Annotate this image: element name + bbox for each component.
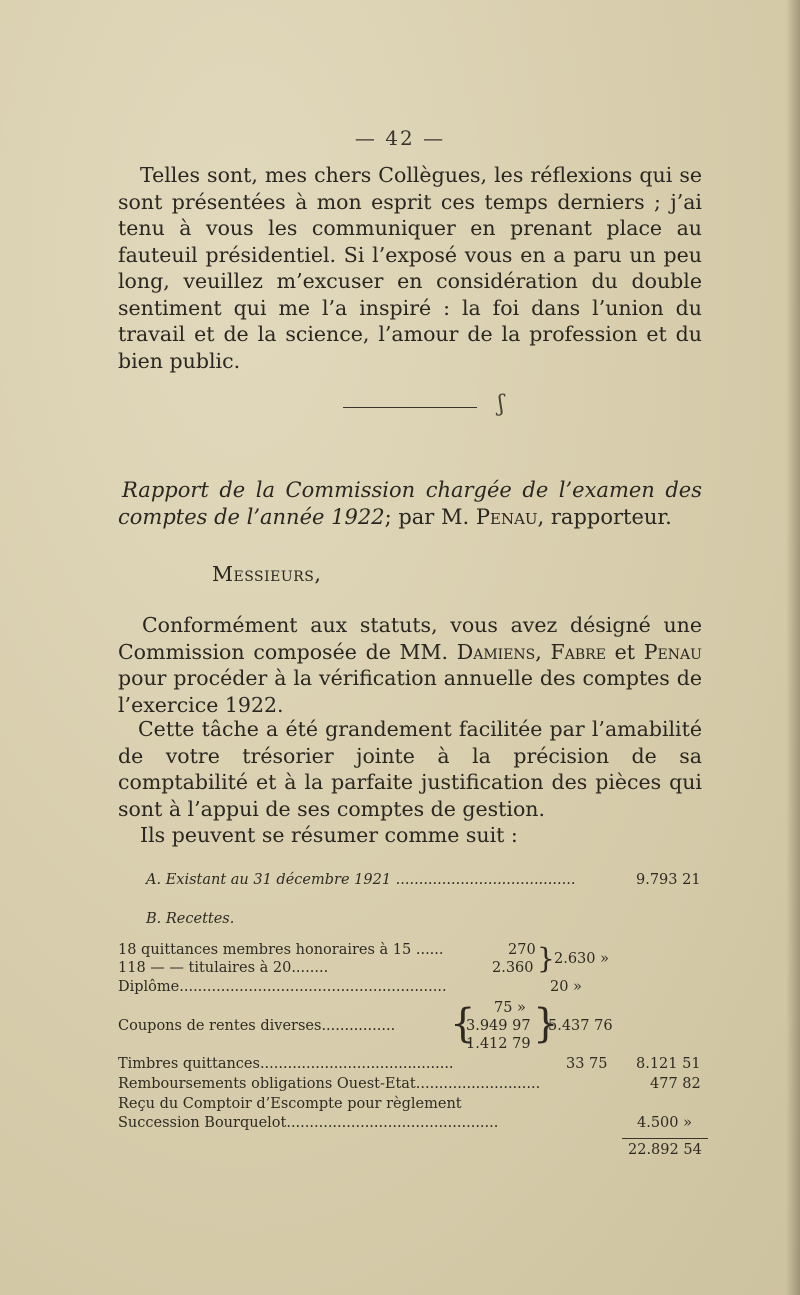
- row-diplome-label: Diplôme..........................................................: [118, 979, 447, 995]
- member-name-fabre: Fabre: [550, 639, 606, 664]
- grand-total: 22.892 54: [628, 1142, 702, 1158]
- row-honoraires-label: 18 quittances membres honoraires à 15 ......: [118, 942, 444, 958]
- commission-joiner: et: [614, 639, 636, 664]
- recettes-total: 8.121 51: [636, 1056, 701, 1072]
- paragraph-closing-speech: Telles sont, mes chers Collègues, les réflexions qui se sont présentées à mon esprit ces temps derniers ; j’ai tenu à vous les communiquer en prenant place au fauteuil présidentiel. Si l’exposé vous en a paru un peu long, veuillez m’excuser en considération du double sentiment qui me l’a inspiré : la foi dans l’union du travail et de la science, l’amour de la profession et du bien public.: [118, 163, 702, 373]
- row-titulaires-amount: 2.360: [492, 960, 534, 976]
- section-divider: [343, 407, 477, 408]
- report-title-by: ; par M.: [384, 505, 470, 529]
- remboursements-label: Remboursements obligations Ouest-Etat...........................: [118, 1076, 541, 1092]
- coupons-line-1: 75 »: [494, 1000, 526, 1016]
- brace-quittances: }: [537, 942, 555, 975]
- total-rule: [622, 1138, 708, 1139]
- rapporteur-name: Penau: [475, 505, 538, 529]
- coupons-subtotal: 5.437 76: [548, 1018, 613, 1034]
- member-name-penau: Penau: [643, 639, 702, 664]
- row-honoraires-amount: 270: [508, 942, 536, 958]
- commission-text-after: pour procéder à la vérification annuelle des comptes de l’exercice 1922.: [118, 666, 702, 717]
- timbres-amount: 33 75: [566, 1056, 608, 1072]
- paragraph-commission: Conformément aux statuts, vous avez désigné une Commission composée de MM. Damiens, Fabre et Penau pour procéder à la vérification annuelle des comptes de l’exercice 1922.: [118, 613, 702, 717]
- brace-coupons-left: {: [450, 1001, 476, 1047]
- quittances-subtotal: 2.630 »: [554, 951, 609, 967]
- commission-text-before: Conformément aux statuts, vous avez désigné une Commission composée de MM.: [118, 613, 702, 664]
- salutation: Messieurs,: [212, 562, 322, 586]
- recu-amount: 4.500 »: [637, 1115, 692, 1131]
- section-a-label: A. Existant au 31 décembre 1921 .......................................: [146, 872, 576, 888]
- page-number: — 42 —: [354, 126, 446, 150]
- report-title-italic: Rapport de la Commission chargée de l’examen des comptes de l’année 1922: [118, 478, 702, 529]
- row-titulaires-label: 118 — — titulaires à 20........: [118, 960, 329, 976]
- report-title-suffix: , rapporteur.: [537, 505, 672, 529]
- ink-mark: ʃ: [498, 392, 504, 417]
- recu-label-line-2: Succession Bourquelot..............................................: [118, 1115, 499, 1131]
- timbres-label: Timbres quittances..........................................: [118, 1056, 454, 1072]
- brace-coupons-right: }: [533, 1001, 559, 1047]
- coupons-label: Coupons de rentes diverses................: [118, 1018, 396, 1034]
- member-name-damiens: Damiens: [456, 639, 536, 664]
- section-b-label: B. Recettes.: [146, 911, 235, 927]
- paragraph-treasurer: Cette tâche a été grandement facilitée par l’amabilité de votre trésorier jointe à la précision de sa comptabilité et à la parfaite justification des pièces qui sont à l’appui de ses comptes de gestion.: [118, 717, 702, 821]
- coupons-line-3: 1.412 79: [466, 1036, 531, 1052]
- coupons-line-2: 3.949 97: [466, 1018, 531, 1034]
- row-diplome-amount: 20 »: [550, 979, 582, 995]
- paragraph-summary-intro: Ils peuvent se résumer comme suit :: [140, 823, 518, 847]
- report-title: [118, 477, 702, 531]
- remboursements-amount: 477 82: [650, 1076, 701, 1092]
- section-a-total: 9.793 21: [636, 872, 701, 888]
- recu-label-line-1: Reçu du Comptoir d’Escompte pour règlement: [118, 1096, 462, 1112]
- page-edge-shadow: [786, 0, 800, 1295]
